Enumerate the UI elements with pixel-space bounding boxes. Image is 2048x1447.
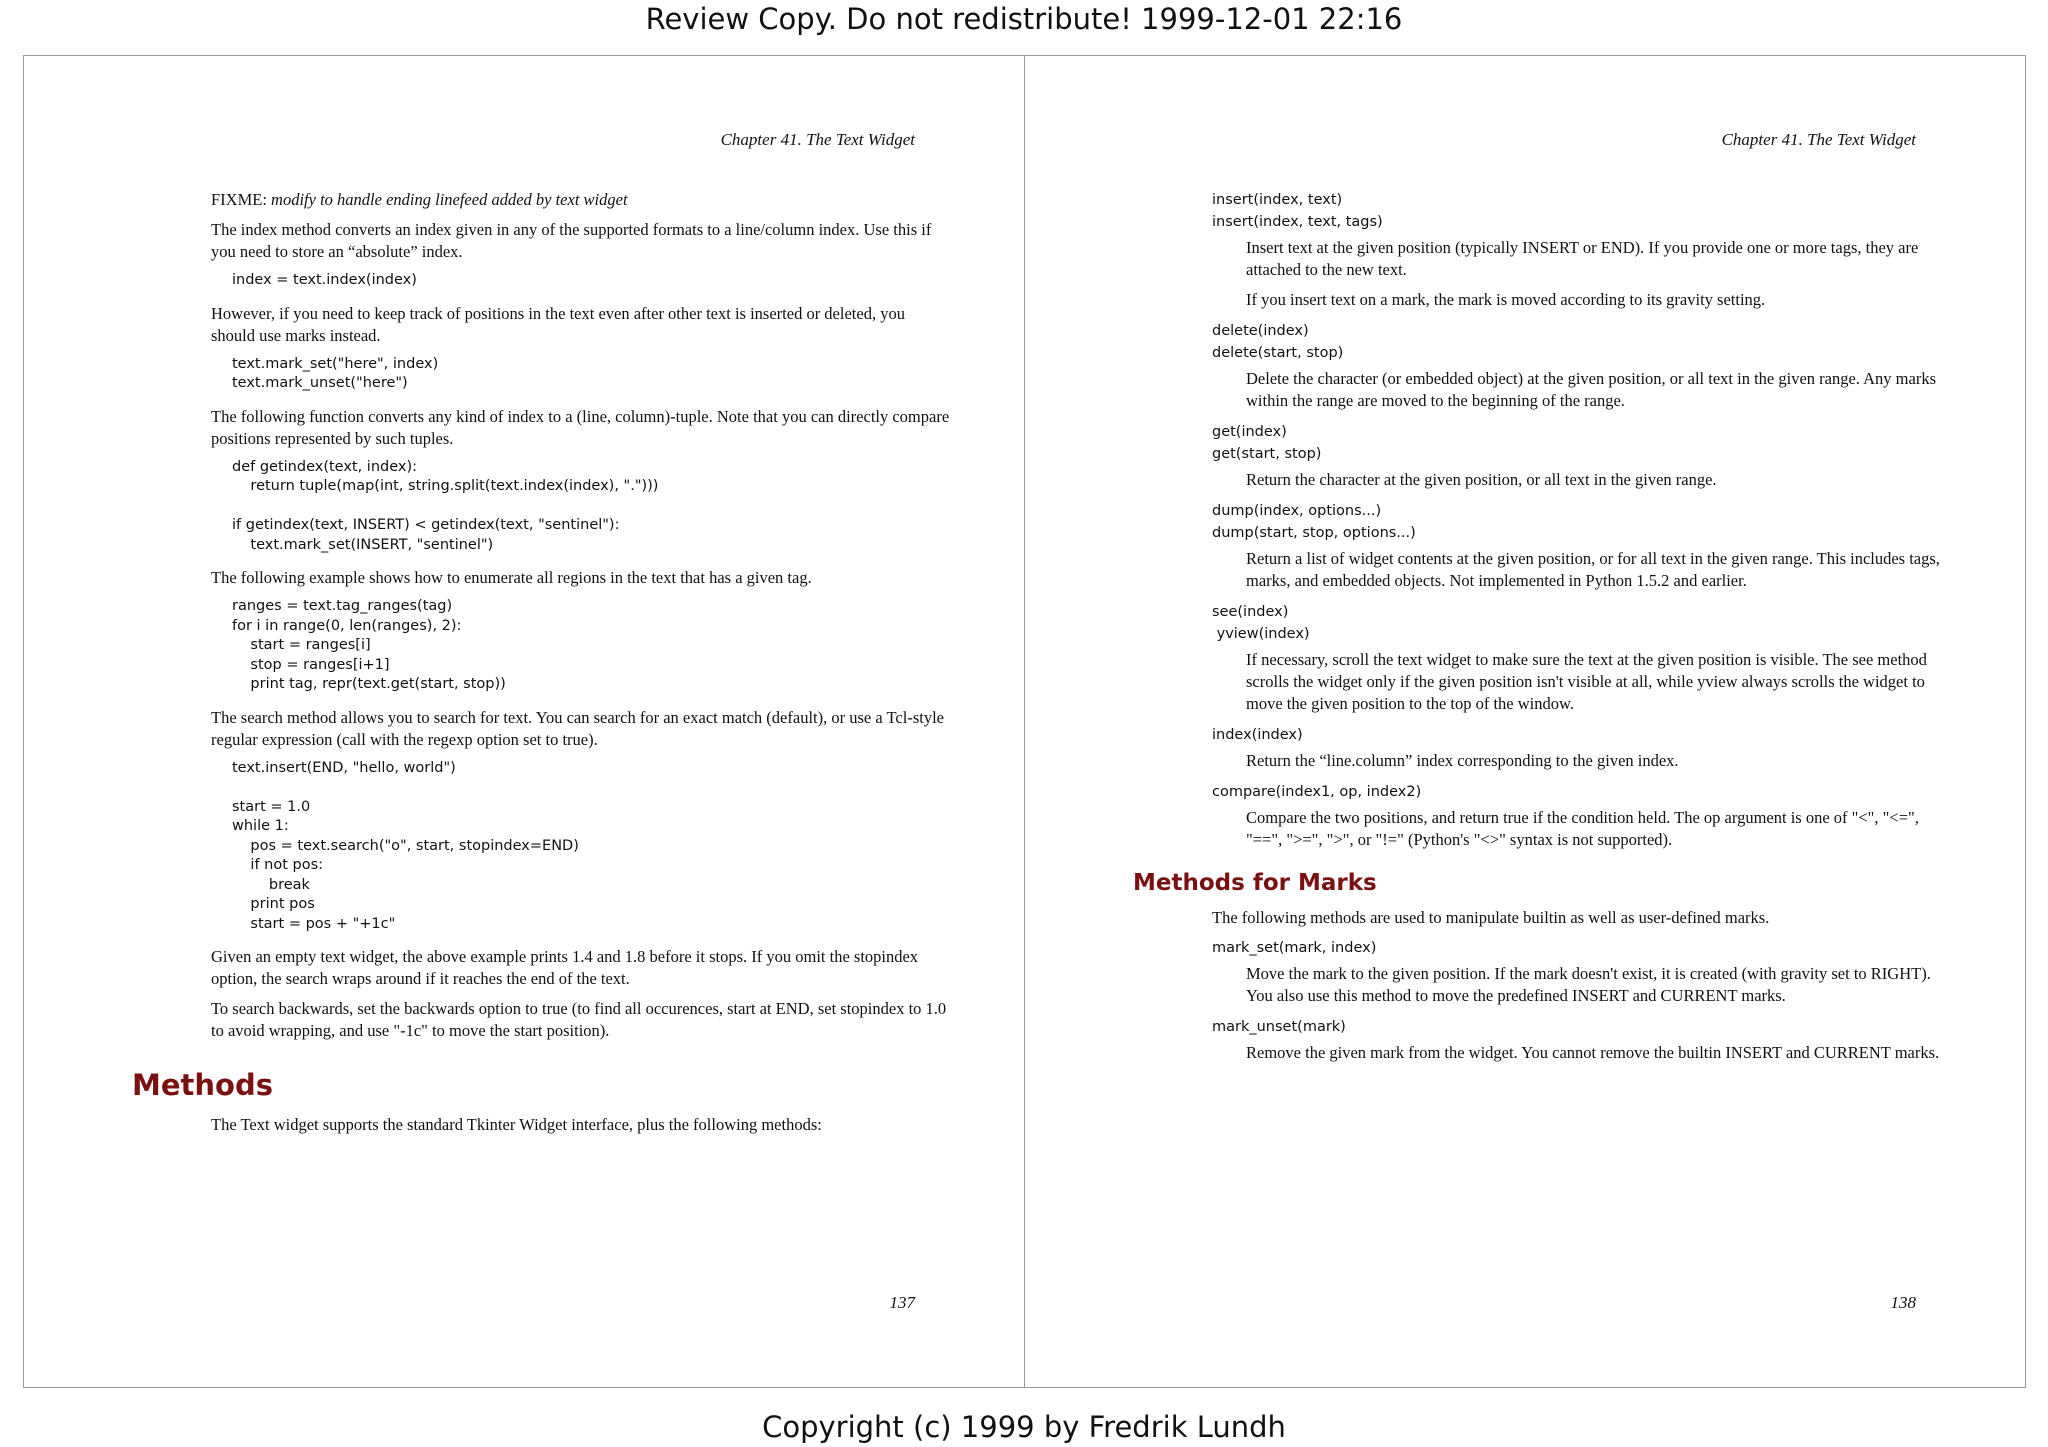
method-entry <box>1212 189 1952 311</box>
paragraph: The following function converts any kind of index to a (line, column)-tuple. Note that you can directly compare positions represented by such tuples. <box>211 406 950 448</box>
paragraph: The search method allows you to search for text. You can search for an exact match (default), or use a Tcl-style regular expression (call with the regexp option set to true). <box>211 707 944 749</box>
method-description <box>1246 963 1952 1007</box>
code-block: index = text.index(index) <box>232 272 417 288</box>
method-description <box>1246 237 1952 311</box>
method-signature: insert(index, text) <box>1212 192 1343 208</box>
method-entry <box>1212 781 1952 851</box>
method-signature: index(index) <box>1212 727 1303 743</box>
right-page <box>1025 56 2025 1389</box>
method-signature: delete(index) <box>1212 323 1309 339</box>
method-list <box>1212 189 1952 851</box>
paragraph: The index method converts an index given in any of the supported formats to a line/column index. Use this if you need to store an “absolute” index. <box>211 220 932 261</box>
method-description <box>1246 368 1952 412</box>
method-signature: get(start, stop) <box>1212 446 1322 462</box>
running-head: Chapter 41. The Text Widget <box>720 130 915 149</box>
running-head: Chapter 41. The Text Widget <box>1721 130 1916 149</box>
paragraph: To search backwards, set the backwards option to true (to find all occurences, start at END, set stopindex to 1.0 to avoid wrapping, and use "-1c" to move the start position). <box>211 999 947 1040</box>
page-number: 138 <box>1890 1293 1916 1312</box>
method-signature: delete(start, stop) <box>1212 345 1344 361</box>
code-block: text.insert(END, "hello, world") start = 1.0 while 1: pos = text.search("o", start, stopindex=END) if not pos: break print pos start = pos + "+1c" <box>232 759 579 932</box>
method-description <box>1246 750 1952 772</box>
description-paragraph: Compare the two positions, and return true if the condition held. The op argument is one of "<", "<=", "==", ">=", ">", or "!=" (Python's "<>" syntax is not supported). <box>1246 808 1919 849</box>
section-heading-marks: Methods for Marks <box>1133 870 1377 896</box>
method-description <box>1246 1042 1952 1064</box>
description-paragraph: If you insert text on a mark, the mark is moved according to its gravity setting. <box>1246 290 1766 309</box>
code-block: def getindex(text, index): return tuple(map(int, string.split(text.index(index), "."))) if getindex(text, INSERT) < getindex(text, "sentinel"): text.mark_set(INSERT, "sentinel") <box>232 458 659 553</box>
page-number: 137 <box>889 1293 915 1312</box>
fixme-note <box>211 189 951 211</box>
method-entry <box>1212 421 1952 491</box>
method-signature: mark_set(mark, index) <box>1212 940 1377 956</box>
page-divider <box>1024 55 1025 1388</box>
method-entry <box>1212 601 1952 715</box>
method-signature: dump(start, stop, options...) <box>1212 525 1416 541</box>
method-signature: mark_unset(mark) <box>1212 1019 1346 1035</box>
method-signature: yview(index) <box>1212 626 1310 642</box>
left-page-body <box>132 189 951 1144</box>
method-description <box>1246 469 1952 491</box>
description-paragraph: Insert text at the given position (typically INSERT or END). If you provide one or more tags, they are attached to the new text. <box>1246 238 1919 279</box>
description-paragraph: Return the “line.column” index corresponding to the given index. <box>1246 751 1679 770</box>
method-entry <box>1212 1016 1952 1064</box>
method-signature: see(index) <box>1212 604 1289 620</box>
paragraph: The Text widget supports the standard Tkinter Widget interface, plus the following methods: <box>211 1115 822 1134</box>
method-description <box>1246 649 1952 715</box>
code-block: ranges = text.tag_ranges(tag) for i in range(0, len(ranges), 2): start = ranges[i] stop = ranges[i+1] print tag, repr(text.get(start, stop)) <box>232 598 506 692</box>
review-banner: Review Copy. Do not redistribute! 1999-12-01 22:16 <box>645 2 1403 36</box>
method-signature: compare(index1, op, index2) <box>1212 784 1422 800</box>
method-entry <box>1212 724 1952 772</box>
method-signature: insert(index, text, tags) <box>1212 214 1383 230</box>
paragraph: The following methods are used to manipulate builtin as well as user-defined marks. <box>1212 908 1770 927</box>
method-signature: dump(index, options...) <box>1212 503 1382 519</box>
method-entry <box>1212 500 1952 592</box>
method-description <box>1246 807 1952 851</box>
method-description <box>1246 548 1952 592</box>
description-paragraph: Return a list of widget contents at the given position, or for all text in the given range. This includes tags, marks, and embedded objects. Not implemented in Python 1.5.2 and earlier. <box>1246 549 1940 590</box>
method-entry <box>1212 937 1952 1007</box>
left-page <box>24 56 1025 1389</box>
paragraph: However, if you need to keep track of positions in the text even after other text is inserted or deleted, you should use marks instead. <box>211 303 905 345</box>
code-block: text.mark_set("here", index) text.mark_unset("here") <box>232 355 439 391</box>
copyright-banner: Copyright (c) 1999 by Fredrik Lundh <box>762 1410 1286 1444</box>
description-paragraph: Remove the given mark from the widget. You cannot remove the builtin INSERT and CURRENT marks. <box>1246 1043 1940 1062</box>
paragraph: Given an empty text widget, the above example prints 1.4 and 1.8 before it stops. If you omit the stopindex option, the search wraps around if it reaches the end of the text. <box>211 947 919 988</box>
description-paragraph: If necessary, scroll the text widget to make sure the text at the given position is visible. The see method scrolls the widget only if the given position isn't visible at all, while yview always scrolls the widget to move the given position to the top of the window. <box>1246 650 1927 713</box>
description-paragraph: Delete the character (or embedded object) at the given position, or all text in the given range. Any marks within the range are moved to the beginning of the range. <box>1246 369 1937 410</box>
method-entry <box>1212 320 1952 412</box>
method-signature: get(index) <box>1212 424 1287 440</box>
fixme-text: modify to handle ending linefeed added by text widget <box>271 190 628 209</box>
right-page-body <box>1133 189 1952 1073</box>
paragraph: The following example shows how to enumerate all regions in the text that has a given tag. <box>211 568 812 587</box>
description-paragraph: Return the character at the given position, or all text in the given range. <box>1246 470 1717 489</box>
section-heading-methods: Methods <box>132 1068 273 1102</box>
description-paragraph: Move the mark to the given position. If the mark doesn't exist, it is created (with gravity set to RIGHT). You also use this method to move the predefined INSERT and CURRENT marks. <box>1246 964 1931 1005</box>
fixme-label: FIXME: <box>211 190 272 209</box>
mark-method-list <box>1212 937 1952 1064</box>
